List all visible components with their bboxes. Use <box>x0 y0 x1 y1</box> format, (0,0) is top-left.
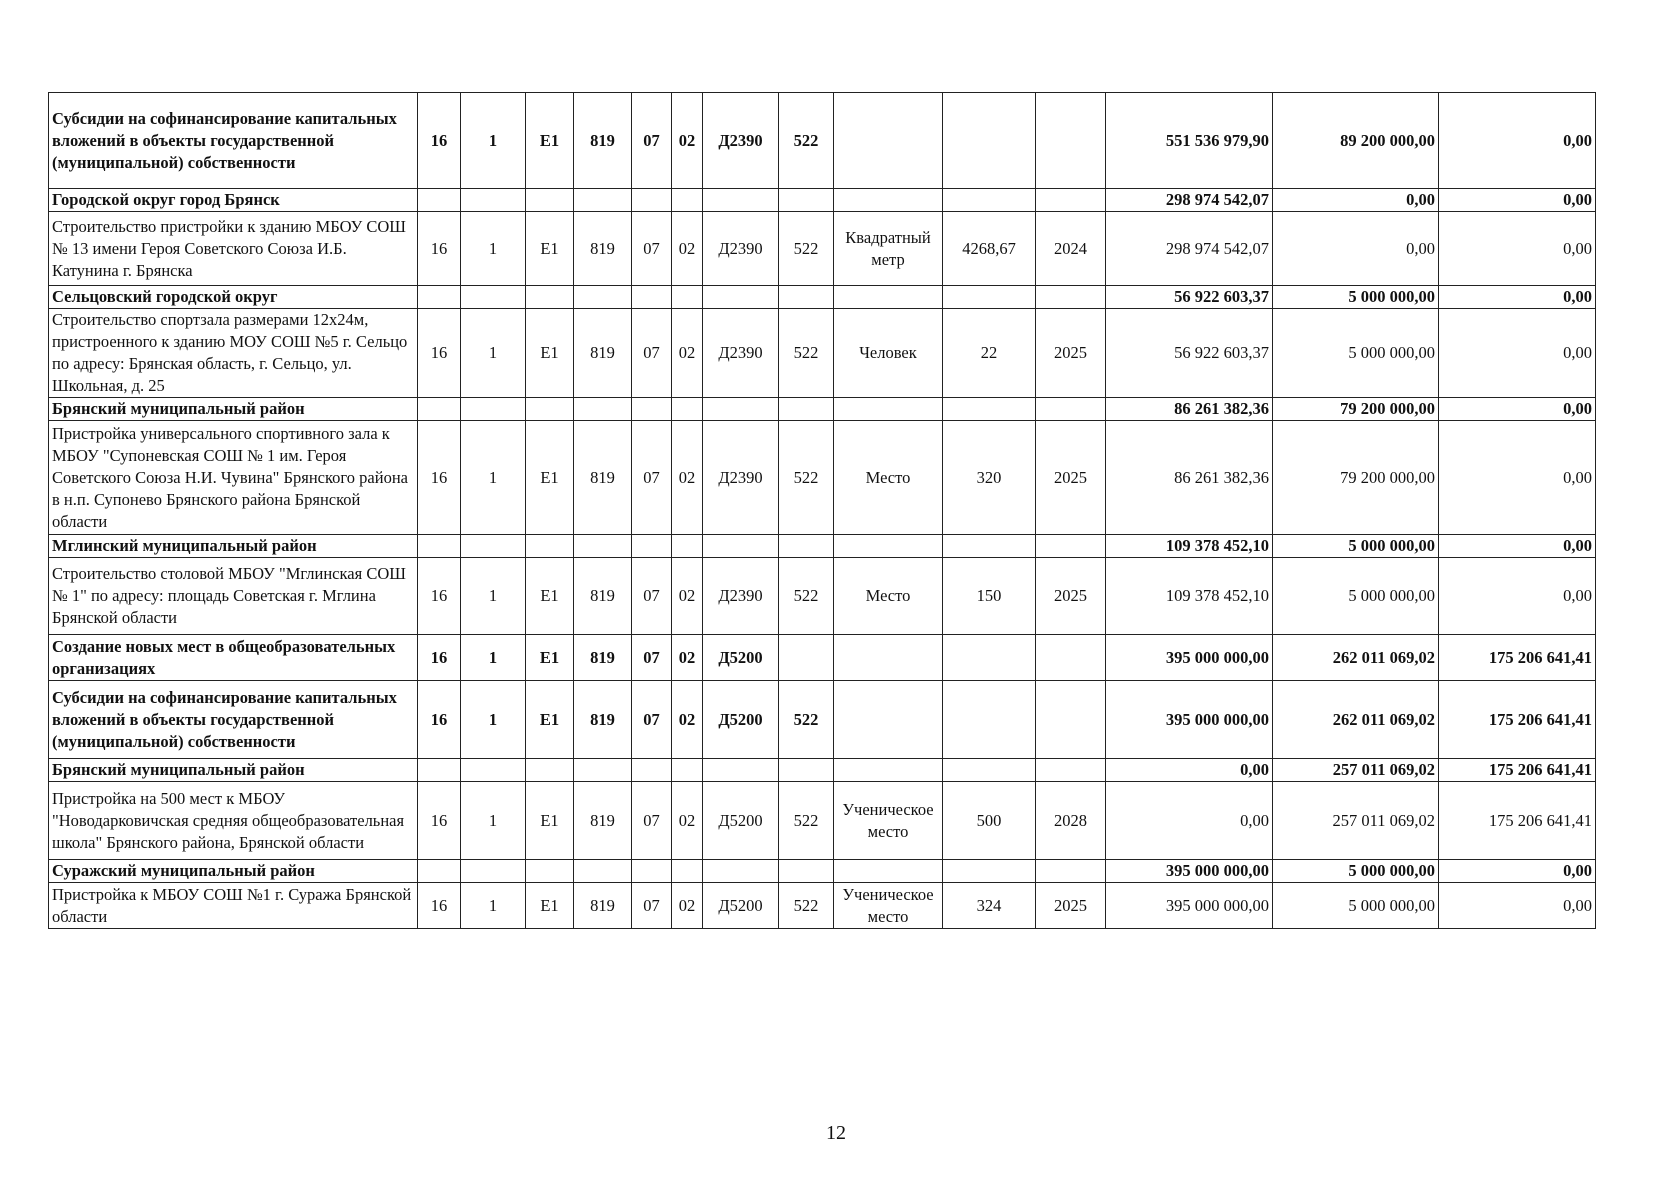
code-5: 07 <box>632 93 672 189</box>
code-1 <box>418 759 461 782</box>
code-2 <box>461 286 526 309</box>
code-5: 07 <box>632 309 672 398</box>
amount-2: 0,00 <box>1273 212 1439 286</box>
qty-cell: 150 <box>943 558 1036 635</box>
amount-2: 79 200 000,00 <box>1273 421 1439 535</box>
year-cell <box>1036 93 1106 189</box>
amount-3: 0,00 <box>1439 309 1596 398</box>
code-6 <box>672 286 703 309</box>
code-7 <box>703 860 779 883</box>
code-7: Д2390 <box>703 309 779 398</box>
code-3: Е1 <box>526 212 574 286</box>
code-3 <box>526 189 574 212</box>
year-cell: 2028 <box>1036 782 1106 860</box>
code-8: 522 <box>779 309 834 398</box>
qty-cell: 4268,67 <box>943 212 1036 286</box>
unit-cell <box>834 759 943 782</box>
qty-cell <box>943 860 1036 883</box>
amount-3: 0,00 <box>1439 860 1596 883</box>
amount-3: 0,00 <box>1439 398 1596 421</box>
object-row <box>49 782 1596 860</box>
year-cell <box>1036 759 1106 782</box>
code-8: 522 <box>779 883 834 929</box>
unit-cell: Место <box>834 558 943 635</box>
amount-1: 551 536 979,90 <box>1106 93 1273 189</box>
code-7: Д5200 <box>703 883 779 929</box>
unit-cell: Квадратный метр <box>834 212 943 286</box>
code-6: 02 <box>672 883 703 929</box>
row-name: Пристройка к МБОУ СОШ №1 г. Суража Брянской области <box>49 883 418 929</box>
amount-1: 86 261 382,36 <box>1106 421 1273 535</box>
row-name: Мглинский муниципальный район <box>49 535 418 558</box>
object-row <box>49 309 1596 398</box>
code-7: Д2390 <box>703 421 779 535</box>
code-6 <box>672 398 703 421</box>
code-6: 02 <box>672 782 703 860</box>
section-row <box>49 681 1596 759</box>
amount-3: 0,00 <box>1439 189 1596 212</box>
unit-cell <box>834 93 943 189</box>
code-4: 819 <box>574 681 632 759</box>
area-row <box>49 860 1596 883</box>
row-name: Пристройка на 500 мест к МБОУ "Новодарковичская средняя общеобразовательная школа" Брянского района, Брянской области <box>49 782 418 860</box>
unit-cell: Ученическое место <box>834 883 943 929</box>
amount-3: 175 206 641,41 <box>1439 782 1596 860</box>
code-2: 1 <box>461 421 526 535</box>
amount-2: 79 200 000,00 <box>1273 398 1439 421</box>
code-5 <box>632 398 672 421</box>
budget-table <box>48 92 1596 929</box>
code-1: 16 <box>418 782 461 860</box>
unit-cell <box>834 860 943 883</box>
unit-cell: Ученическое место <box>834 782 943 860</box>
code-8 <box>779 398 834 421</box>
code-2 <box>461 535 526 558</box>
row-name: Брянский муниципальный район <box>49 759 418 782</box>
area-row <box>49 535 1596 558</box>
qty-cell: 22 <box>943 309 1036 398</box>
code-3: Е1 <box>526 309 574 398</box>
code-7 <box>703 189 779 212</box>
code-4: 819 <box>574 883 632 929</box>
qty-cell <box>943 93 1036 189</box>
code-8: 522 <box>779 93 834 189</box>
code-4: 819 <box>574 93 632 189</box>
code-1: 16 <box>418 635 461 681</box>
code-2: 1 <box>461 782 526 860</box>
amount-1: 298 974 542,07 <box>1106 189 1273 212</box>
object-row <box>49 421 1596 535</box>
row-name: Создание новых мест в общеобразовательных организациях <box>49 635 418 681</box>
code-1: 16 <box>418 93 461 189</box>
code-6 <box>672 535 703 558</box>
code-6: 02 <box>672 635 703 681</box>
amount-2: 5 000 000,00 <box>1273 535 1439 558</box>
qty-cell <box>943 759 1036 782</box>
amount-1: 0,00 <box>1106 782 1273 860</box>
amount-3: 0,00 <box>1439 93 1596 189</box>
unit-cell <box>834 535 943 558</box>
row-name: Субсидии на софинансирование капитальных вложений в объекты государственной (муниципальной) собственности <box>49 93 418 189</box>
code-1: 16 <box>418 309 461 398</box>
code-1: 16 <box>418 212 461 286</box>
code-2: 1 <box>461 212 526 286</box>
area-row <box>49 286 1596 309</box>
amount-1: 395 000 000,00 <box>1106 681 1273 759</box>
code-7: Д5200 <box>703 782 779 860</box>
year-cell <box>1036 398 1106 421</box>
qty-cell <box>943 398 1036 421</box>
amount-3: 0,00 <box>1439 558 1596 635</box>
code-1: 16 <box>418 883 461 929</box>
area-row <box>49 189 1596 212</box>
object-row <box>49 212 1596 286</box>
code-6 <box>672 189 703 212</box>
amount-2: 257 011 069,02 <box>1273 759 1439 782</box>
unit-cell <box>834 189 943 212</box>
amount-1: 395 000 000,00 <box>1106 860 1273 883</box>
amount-3: 0,00 <box>1439 883 1596 929</box>
code-6 <box>672 759 703 782</box>
code-1 <box>418 860 461 883</box>
code-4 <box>574 189 632 212</box>
amount-2: 262 011 069,02 <box>1273 681 1439 759</box>
code-5 <box>632 759 672 782</box>
code-5: 07 <box>632 421 672 535</box>
code-8: 522 <box>779 421 834 535</box>
code-6 <box>672 860 703 883</box>
row-name: Строительство пристройки к зданию МБОУ СОШ № 13 имени Героя Советского Союза И.Б. Катунина г. Брянска <box>49 212 418 286</box>
code-5: 07 <box>632 212 672 286</box>
amount-3: 0,00 <box>1439 286 1596 309</box>
qty-cell <box>943 681 1036 759</box>
amount-3: 175 206 641,41 <box>1439 635 1596 681</box>
qty-cell <box>943 635 1036 681</box>
amount-1: 109 378 452,10 <box>1106 558 1273 635</box>
object-row <box>49 558 1596 635</box>
amount-1: 395 000 000,00 <box>1106 635 1273 681</box>
code-2 <box>461 398 526 421</box>
code-3: Е1 <box>526 681 574 759</box>
code-4 <box>574 860 632 883</box>
code-3 <box>526 759 574 782</box>
amount-2: 5 000 000,00 <box>1273 883 1439 929</box>
code-2: 1 <box>461 635 526 681</box>
code-2 <box>461 189 526 212</box>
code-1 <box>418 189 461 212</box>
row-name: Субсидии на софинансирование капитальных вложений в объекты государственной (муниципальной) собственности <box>49 681 418 759</box>
qty-cell <box>943 535 1036 558</box>
amount-1: 56 922 603,37 <box>1106 286 1273 309</box>
code-7 <box>703 286 779 309</box>
amount-2: 5 000 000,00 <box>1273 558 1439 635</box>
page-number: 12 <box>826 1122 846 1144</box>
code-3 <box>526 286 574 309</box>
code-5: 07 <box>632 782 672 860</box>
code-2: 1 <box>461 93 526 189</box>
code-7 <box>703 759 779 782</box>
row-name: Городской округ город Брянск <box>49 189 418 212</box>
amount-2: 5 000 000,00 <box>1273 309 1439 398</box>
code-3 <box>526 535 574 558</box>
row-name: Суражский муниципальный район <box>49 860 418 883</box>
code-5: 07 <box>632 558 672 635</box>
code-7: Д2390 <box>703 558 779 635</box>
code-8: 522 <box>779 782 834 860</box>
code-8 <box>779 635 834 681</box>
code-4: 819 <box>574 635 632 681</box>
code-7: Д5200 <box>703 635 779 681</box>
code-1 <box>418 535 461 558</box>
amount-3: 175 206 641,41 <box>1439 681 1596 759</box>
year-cell <box>1036 681 1106 759</box>
qty-cell: 320 <box>943 421 1036 535</box>
code-4: 819 <box>574 782 632 860</box>
unit-cell <box>834 398 943 421</box>
unit-cell <box>834 681 943 759</box>
code-2: 1 <box>461 309 526 398</box>
amount-2: 89 200 000,00 <box>1273 93 1439 189</box>
code-3 <box>526 860 574 883</box>
amount-2: 5 000 000,00 <box>1273 860 1439 883</box>
code-8 <box>779 286 834 309</box>
section-row <box>49 635 1596 681</box>
code-7 <box>703 398 779 421</box>
code-1 <box>418 398 461 421</box>
code-5: 07 <box>632 681 672 759</box>
code-2 <box>461 860 526 883</box>
code-4 <box>574 398 632 421</box>
row-name: Строительство столовой МБОУ "Мглинская СОШ № 1" по адресу: площадь Советская г. Мглина Брянской области <box>49 558 418 635</box>
year-cell: 2025 <box>1036 558 1106 635</box>
code-6: 02 <box>672 421 703 535</box>
code-4 <box>574 286 632 309</box>
amount-1: 0,00 <box>1106 759 1273 782</box>
code-8: 522 <box>779 212 834 286</box>
code-8 <box>779 189 834 212</box>
year-cell <box>1036 860 1106 883</box>
area-row <box>49 398 1596 421</box>
unit-cell: Место <box>834 421 943 535</box>
code-4 <box>574 759 632 782</box>
amount-1: 395 000 000,00 <box>1106 883 1273 929</box>
code-8 <box>779 860 834 883</box>
code-2 <box>461 759 526 782</box>
amount-1: 298 974 542,07 <box>1106 212 1273 286</box>
code-3: Е1 <box>526 782 574 860</box>
qty-cell: 324 <box>943 883 1036 929</box>
area-row <box>49 759 1596 782</box>
qty-cell: 500 <box>943 782 1036 860</box>
code-4: 819 <box>574 212 632 286</box>
year-cell: 2025 <box>1036 883 1106 929</box>
code-6: 02 <box>672 681 703 759</box>
code-3: Е1 <box>526 93 574 189</box>
code-5 <box>632 189 672 212</box>
code-2: 1 <box>461 681 526 759</box>
code-7: Д5200 <box>703 681 779 759</box>
amount-1: 109 378 452,10 <box>1106 535 1273 558</box>
amount-2: 0,00 <box>1273 189 1439 212</box>
unit-cell <box>834 286 943 309</box>
code-1 <box>418 286 461 309</box>
amount-2: 5 000 000,00 <box>1273 286 1439 309</box>
amount-2: 262 011 069,02 <box>1273 635 1439 681</box>
code-7: Д2390 <box>703 93 779 189</box>
amount-3: 0,00 <box>1439 535 1596 558</box>
amount-3: 0,00 <box>1439 212 1596 286</box>
code-6: 02 <box>672 309 703 398</box>
code-3: Е1 <box>526 421 574 535</box>
qty-cell <box>943 189 1036 212</box>
code-7 <box>703 535 779 558</box>
code-1: 16 <box>418 558 461 635</box>
unit-cell <box>834 635 943 681</box>
amount-1: 86 261 382,36 <box>1106 398 1273 421</box>
year-cell <box>1036 635 1106 681</box>
code-7: Д2390 <box>703 212 779 286</box>
section-row <box>49 93 1596 189</box>
code-3: Е1 <box>526 635 574 681</box>
code-3: Е1 <box>526 883 574 929</box>
year-cell: 2025 <box>1036 309 1106 398</box>
year-cell: 2025 <box>1036 421 1106 535</box>
code-8 <box>779 759 834 782</box>
amount-3: 175 206 641,41 <box>1439 759 1596 782</box>
object-row <box>49 883 1596 929</box>
amount-3: 0,00 <box>1439 421 1596 535</box>
year-cell <box>1036 286 1106 309</box>
code-4 <box>574 535 632 558</box>
code-3: Е1 <box>526 558 574 635</box>
row-name: Строительство спортзала размерами 12х24м, пристроенного к зданию МОУ СОШ №5 г. Сельцо по адресу: Брянская область, г. Сельцо, ул. Школьная, д. 25 <box>49 309 418 398</box>
code-5: 07 <box>632 883 672 929</box>
code-4: 819 <box>574 421 632 535</box>
code-5 <box>632 860 672 883</box>
code-1: 16 <box>418 421 461 535</box>
code-5 <box>632 535 672 558</box>
amount-1: 56 922 603,37 <box>1106 309 1273 398</box>
code-5: 07 <box>632 635 672 681</box>
code-8: 522 <box>779 681 834 759</box>
code-4: 819 <box>574 558 632 635</box>
row-name: Сельцовский городской округ <box>49 286 418 309</box>
code-2: 1 <box>461 883 526 929</box>
code-6: 02 <box>672 93 703 189</box>
code-6: 02 <box>672 212 703 286</box>
code-3 <box>526 398 574 421</box>
year-cell <box>1036 189 1106 212</box>
year-cell: 2024 <box>1036 212 1106 286</box>
year-cell <box>1036 535 1106 558</box>
row-name: Пристройка универсального спортивного зала к МБОУ "Супоневская СОШ № 1 им. Героя Советского Союза Н.И. Чувина" Брянского района в н.п. Супонево Брянского района Брянской области <box>49 421 418 535</box>
code-2: 1 <box>461 558 526 635</box>
code-4: 819 <box>574 309 632 398</box>
code-6: 02 <box>672 558 703 635</box>
amount-2: 257 011 069,02 <box>1273 782 1439 860</box>
qty-cell <box>943 286 1036 309</box>
code-8: 522 <box>779 558 834 635</box>
code-8 <box>779 535 834 558</box>
code-1: 16 <box>418 681 461 759</box>
unit-cell: Человек <box>834 309 943 398</box>
row-name: Брянский муниципальный район <box>49 398 418 421</box>
code-5 <box>632 286 672 309</box>
